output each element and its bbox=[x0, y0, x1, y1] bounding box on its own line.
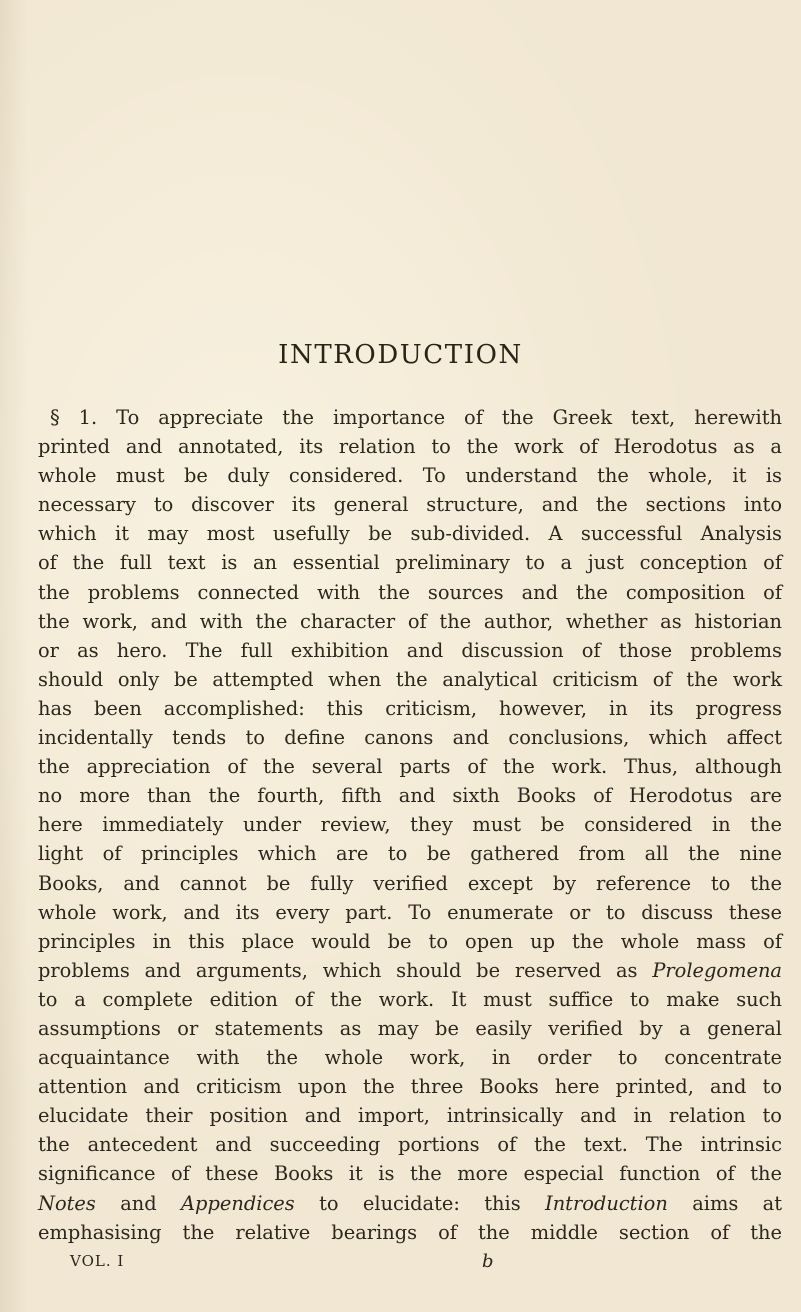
paragraph-line: should only be attempted when the analytical criticism of the work bbox=[38, 667, 782, 691]
paragraph-line: the problems connected with the sources and the composition of bbox=[38, 580, 782, 604]
paragraph-line: elucidate their position and import, intrinsically and in relation to bbox=[38, 1104, 782, 1128]
paragraph-line: incidentally tends to define canons and conclusions, which affect bbox=[38, 726, 782, 750]
paragraph-line: the antecedent and succeeding portions of the text. The intrinsic bbox=[38, 1133, 782, 1157]
paragraph-line: necessary to discover its general structure, and the sections into bbox=[38, 493, 782, 517]
page-footer bbox=[38, 1252, 782, 1282]
paragraph-line: attention and criticism upon the three Books here printed, and to bbox=[38, 1075, 782, 1099]
paragraph-line: assumptions or statements as may be easily verified by a general bbox=[38, 1016, 782, 1040]
chapter-heading: INTRODUCTION bbox=[278, 340, 523, 370]
paragraph-line: has been accomplished: this criticism, however, in its progress bbox=[38, 696, 782, 720]
paragraph-line: acquaintance with the whole work, in order to concentrate bbox=[38, 1046, 782, 1070]
paragraph-line: here immediately under review, they must be considered in the bbox=[38, 813, 782, 837]
paragraph-line: printed and annotated, its relation to the work of Herodotus as a bbox=[38, 435, 782, 459]
paragraph-line: of the full text is an essential preliminary to a just conception of bbox=[38, 551, 782, 575]
paragraph-line: whole must be duly considered. To understand the whole, it is bbox=[38, 464, 782, 488]
paragraph-line: significance of these Books it is the more especial function of the bbox=[38, 1162, 782, 1186]
paragraph-line: emphasising the relative bearings of the middle section of the bbox=[38, 1220, 782, 1244]
paragraph-line: which it may most usefully be sub-divided. A successful Analysis bbox=[38, 522, 782, 546]
signature-mark: b bbox=[482, 1251, 494, 1272]
paragraph-line: Notes and Appendices to elucidate: this Introduction aims at bbox=[38, 1191, 782, 1215]
paragraph-line: whole work, and its every part. To enumerate or to discuss these bbox=[38, 900, 782, 924]
paragraph-line: problems and arguments, which should be reserved as Prolegomena bbox=[38, 958, 782, 982]
paragraph-line: Books, and cannot be fully verified except by reference to the bbox=[38, 871, 782, 895]
paragraph-line: principles in this place would be to open up the whole mass of bbox=[38, 929, 782, 953]
paragraph-line: or as hero. The full exhibition and discussion of those problems bbox=[38, 638, 782, 662]
paragraph-line: to a complete edition of the work. It must suffice to make such bbox=[38, 987, 782, 1011]
volume-label: VOL. I bbox=[70, 1252, 125, 1270]
paragraph-line: light of principles which are to be gathered from all the nine bbox=[38, 842, 782, 866]
paragraph-line: the appreciation of the several parts of the work. Thus, although bbox=[38, 755, 782, 779]
paragraph-line: the work, and with the character of the author, whether as historian bbox=[38, 609, 782, 633]
paragraph-line: no more than the fourth, fifth and sixth Books of Herodotus are bbox=[38, 784, 782, 808]
paragraph-line: § 1. To appreciate the importance of the Greek text, herewith bbox=[50, 406, 782, 429]
section-1-paragraph bbox=[38, 403, 782, 1247]
